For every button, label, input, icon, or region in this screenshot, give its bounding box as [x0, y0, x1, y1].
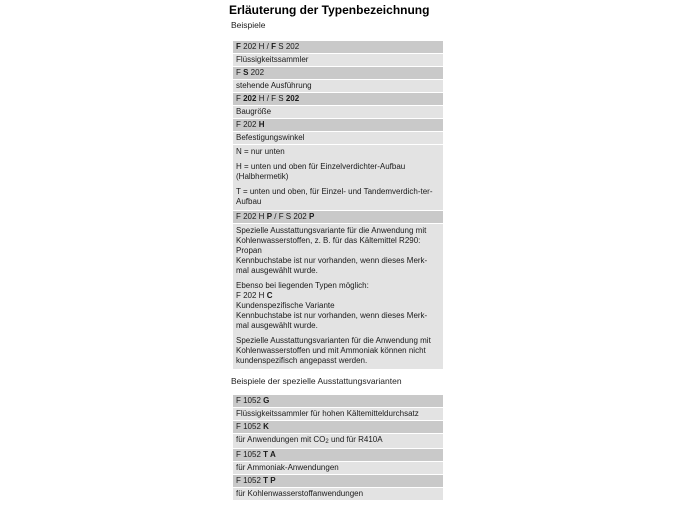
desc-row: für Kohlenwasserstoffanwendungen	[233, 487, 443, 500]
mount-option-n: N = nur unten	[236, 147, 285, 156]
mount-options-block	[233, 144, 443, 210]
code-row-size: F 202 H / F S 202	[233, 92, 443, 105]
code-row-full: F 202 H / F S 202	[233, 40, 443, 53]
code-row-k: F 1052 K	[233, 420, 443, 433]
variant-lying-text: Ebenso bei liegenden Typen möglich: F 202 H C Kundenspezifische Variante Kennbuchstabe ist nur vorhanden, wenn dieses Merk-mal ausgewählt wurde.	[236, 281, 428, 330]
variant-text: Spezielle Ausstattungsvariante für die Anwendung mit Kohlenwasserstoffen, z. B. für das Kältemittel R290: Propan Kennbuchstabe ist nur vorhanden, wenn dieses Merk-mal ausgewählt wurde.	[236, 226, 428, 275]
page-title: Erläuterung der Typenbezeichnung	[229, 3, 430, 17]
code-row-tp: F 1052 T P	[233, 474, 443, 487]
code-row-s: F S 202	[233, 66, 443, 79]
code-row-g: F 1052 G	[233, 394, 443, 407]
desc-row: Flüssigkeitssammler für hohen Kältemitteldurchsatz	[233, 407, 443, 420]
examples-label: Beispiele	[231, 20, 266, 30]
special-variants-table	[233, 394, 443, 500]
special-variants-label: Beispiele der spezielle Ausstattungsvarianten	[231, 376, 402, 386]
mount-option-t: T = unten und oben, für Einzel- und Tandemverdich-ter-Aufbau	[236, 187, 433, 206]
desc-row: Flüssigkeitssammler	[233, 53, 443, 66]
code-row-p: F 202 H P / F S 202 P	[233, 210, 443, 223]
desc-row: Baugröße	[233, 105, 443, 118]
desc-row: für Ammoniak-Anwendungen	[233, 461, 443, 474]
desc-row: Befestigungswinkel	[233, 131, 443, 144]
mount-option-h: H = unten und oben für Einzelverdichter-Aufbau (Halbhermetik)	[236, 162, 406, 181]
variant-block	[233, 223, 443, 369]
desc-row: stehende Ausführung	[233, 79, 443, 92]
code-row-ta: F 1052 T A	[233, 448, 443, 461]
variant-note: Spezielle Ausstattungsvarianten für die Anwendung mit Kohlenwasserstoffen und mit Ammoniak können nicht kundenspezifisch angepasst werden.	[236, 336, 431, 365]
code-row-h: F 202 H	[233, 118, 443, 131]
type-designation-table	[233, 40, 443, 369]
desc-row: für Anwendungen mit CO2 und für R410A	[233, 433, 443, 448]
